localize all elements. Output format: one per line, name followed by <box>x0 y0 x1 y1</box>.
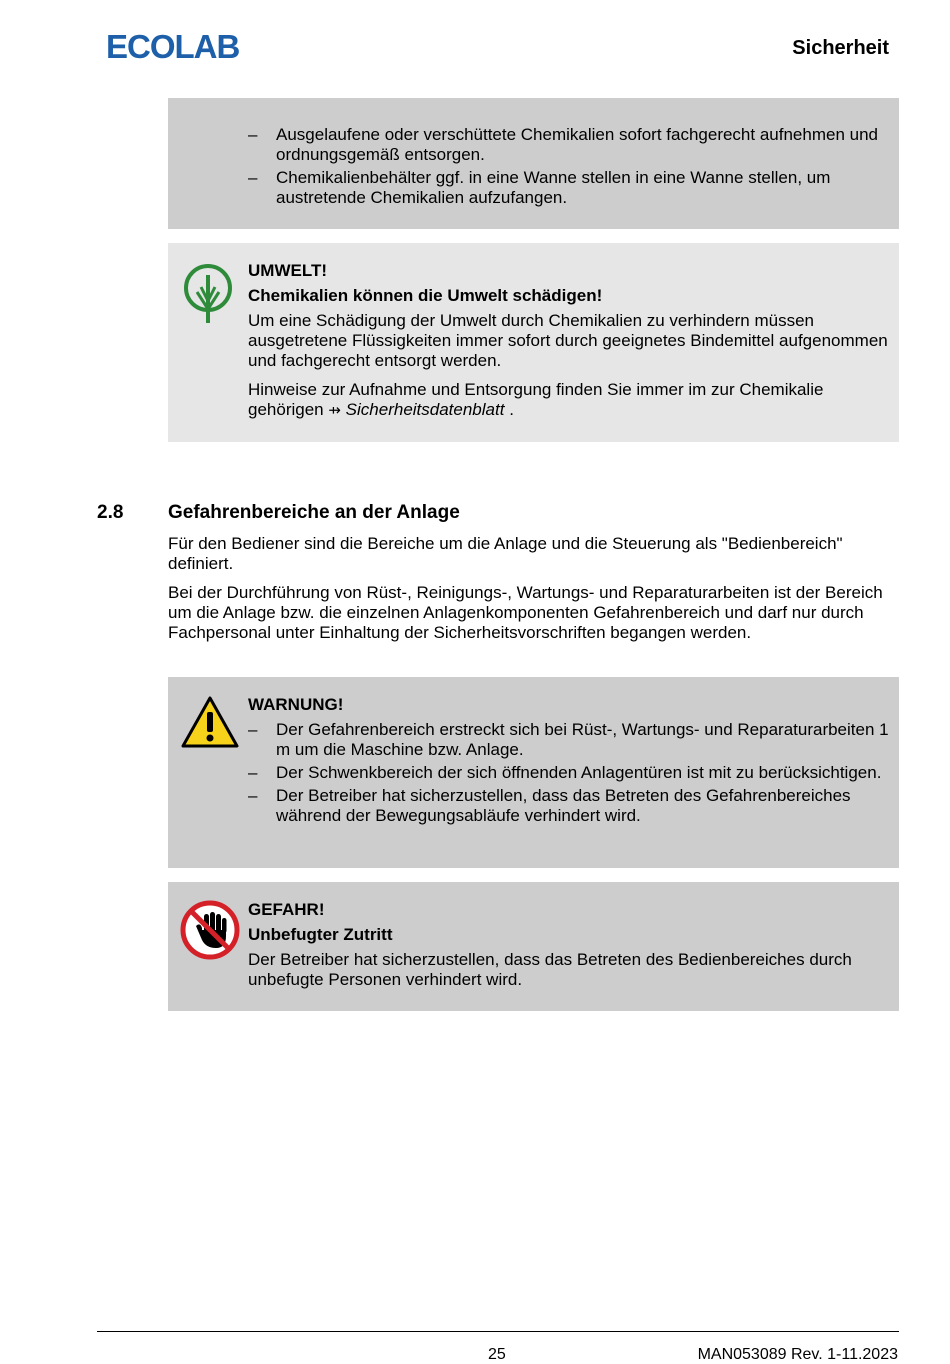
section-number: 2.8 <box>97 502 124 523</box>
section-body <box>168 534 903 652</box>
signal-word: GEFAHR! <box>248 900 325 919</box>
chemical-handling-list <box>248 125 889 208</box>
logo-text: ECOLAB <box>106 30 240 62</box>
environment-notice-box <box>168 243 899 442</box>
ecolab-logo <box>106 30 256 62</box>
safety-datasheet-link[interactable]: Sicherheitsdatenblatt <box>345 400 505 419</box>
reference-suffix: . <box>509 400 514 419</box>
notice-subtitle: Unbefugter Zutritt <box>248 925 393 944</box>
list-item: – Der Schwenkbereich der sich öffnenden Anlagentüren ist mit zu berücksichtigen. <box>248 763 889 783</box>
page-header-title: Sicherheit <box>792 37 889 59</box>
list-item: – Ausgelaufene oder verschüttete Chemikalien sofort fachgerecht aufnehmen und ordnungsgemäß entsorgen. <box>248 125 889 165</box>
chemical-handling-box <box>168 98 899 229</box>
reference-prefix: Hinweise zur Aufnahme und Entsorgung finden Sie immer im zur Chemikalie gehörigen <box>248 380 824 419</box>
reference-arrow-icon: ⇸ <box>328 402 341 419</box>
document-reference: MAN053089 Rev. 1-11.2023 <box>697 1346 898 1363</box>
footer-divider <box>97 1331 899 1332</box>
signal-word: UMWELT! <box>248 261 327 280</box>
tree-icon <box>180 261 236 332</box>
no-entry-hand-icon <box>180 900 240 965</box>
notice-paragraph: Der Betreiber hat sicherzustellen, dass das Betreten des Bedienbereiches durch unbefugte Personen verhindert wird. <box>248 950 852 989</box>
notice-paragraph: Um eine Schädigung der Umwelt durch Chemikalien zu verhindern müssen ausgetretene Flüssigkeiten immer sofort durch geeignetes Bindemittel aufgenommen und fachgerecht entsorgt werden. <box>248 311 888 370</box>
section-paragraph: Bei der Durchführung von Rüst-, Reinigungs-, Wartungs- und Reparaturarbeiten ist der Bereich um die Anlage bzw. die einzelnen Anlagenkomponenten Gefahrenbereich und darf nur durch Fachpersonal unter Einhaltung der Sicherheitsvorschriften begangen werden. <box>168 583 883 642</box>
warning-triangle-icon <box>180 695 240 755</box>
page-number: 25 <box>488 1346 506 1363</box>
notice-subtitle: Chemikalien können die Umwelt schädigen! <box>248 286 603 305</box>
section-title: Gefahrenbereiche an der Anlage <box>168 502 460 523</box>
notice-paragraph-reference <box>248 380 889 421</box>
list-item: – Der Betreiber hat sicherzustellen, dass das Betreten des Gefahrenbereiches während der Bewegungsabläufe verhindert wird. <box>248 786 889 826</box>
list-item: – Der Gefahrenbereich erstreckt sich bei Rüst-, Wartungs- und Reparaturarbeiten 1 m um die Maschine bzw. Anlage. <box>248 720 889 760</box>
warning-notice-box <box>168 677 899 868</box>
signal-word: WARNUNG! <box>248 695 344 714</box>
danger-notice-box <box>168 882 899 1011</box>
list-item: – Chemikalienbehälter ggf. in eine Wanne stellen in eine Wanne stellen, um austretende Chemikalien aufzufangen. <box>248 168 889 208</box>
section-paragraph: Für den Bediener sind die Bereiche um die Anlage und die Steuerung als "Bedienbereich" definiert. <box>168 534 843 573</box>
warning-list <box>248 720 889 826</box>
